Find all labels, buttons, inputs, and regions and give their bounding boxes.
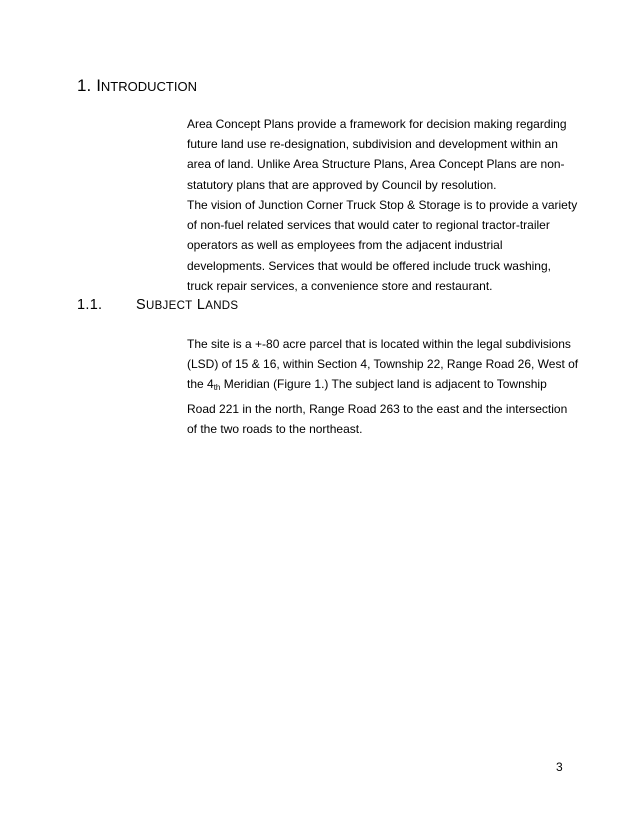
heading-initial: I [96, 76, 101, 95]
text-line: future land use re-designation, subdivision and development within an [187, 137, 558, 152]
section-heading-subject-lands [77, 297, 238, 313]
text-line: (LSD) of 15 & 16, within Section 4, Township 22, Range Road 26, West of [187, 357, 579, 372]
section-heading-introduction [77, 76, 197, 96]
text-line: truck repair services, a convenience store and restaurant. [187, 278, 493, 293]
text-line: The vision of Junction Corner Truck Stop & Storage is to provide a variety [187, 198, 578, 212]
heading-rest: ANDS [205, 300, 239, 312]
text-line: statutory plans that are approved by Council by resolution. [187, 177, 497, 192]
heading-rest: NTRODUCTION [100, 79, 197, 94]
paragraph-vision [187, 195, 578, 296]
text-line: The site is a +-80 acre parcel that is located within the legal subdivisions [187, 337, 571, 351]
section-number: 1.1. [77, 297, 103, 313]
section-number: 1. [77, 76, 92, 95]
ordinal-suffix: th [213, 383, 221, 393]
text-line: developments. Services that would be offered include truck washing, [187, 258, 551, 273]
text-line: of non-fuel related services that would cater to regional tractor-trailer [187, 218, 550, 233]
heading-initial: L [196, 297, 206, 313]
text-line: operators as well as employees from the adjacent industrial [187, 238, 503, 253]
text-line [187, 374, 567, 398]
text-fragment: Meridian (Figure 1.) The subject land is adjacent to Township [220, 377, 547, 392]
heading-initial: S [136, 297, 146, 313]
text-line: Road 221 in the north, Range Road 263 to the east and the intersection [187, 401, 568, 416]
paragraph-site-description [187, 334, 579, 439]
text-line: of the two roads to the northeast. [187, 421, 363, 436]
text-fragment: the 4 [187, 377, 214, 392]
paragraph-area-concept-plans [187, 114, 567, 195]
text-line: Area Concept Plans provide a framework for decision making regarding [187, 117, 567, 131]
text-line: area of land. Unlike Area Structure Plans, Area Concept Plans are non- [187, 157, 565, 172]
heading-rest: UBJECT [145, 300, 193, 312]
page-number: 3 [556, 760, 563, 774]
